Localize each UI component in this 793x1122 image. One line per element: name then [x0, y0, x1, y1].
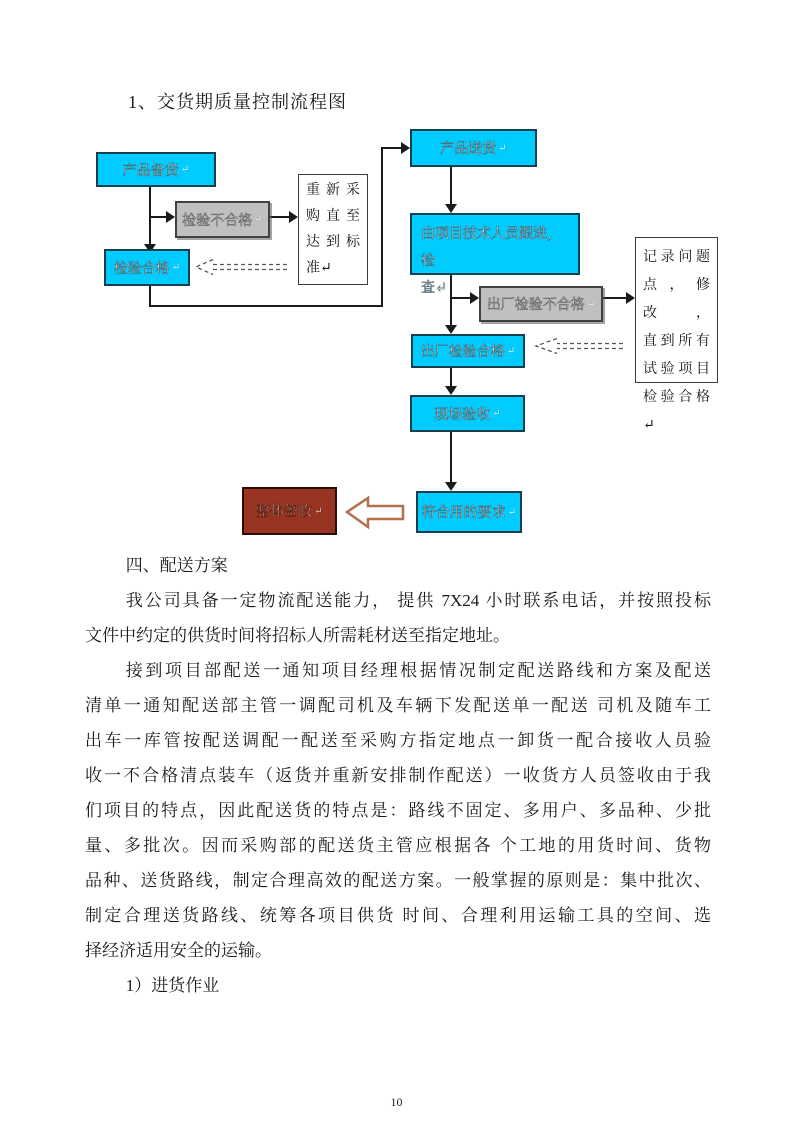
node-repurchase-until-standard: 重新采 购直至 达到标 准↵ — [298, 174, 368, 285]
body-text — [85, 548, 711, 1003]
section-title: 1、交货期质量控制流程图 — [128, 92, 347, 112]
node-tech-followup-check: 由项目技术人员跟进，检 查↵ — [410, 213, 580, 275]
hollow-arrow-left — [347, 498, 403, 527]
node-meet-requirements: 符合用的要求 ↵ — [416, 491, 522, 533]
node-inspection-fail: 检验不合格 ↵ — [175, 201, 270, 238]
paragraph-capability: 我公司具备一定物流配送能力， 提供 7X24 小时联系电话，并按照投标 文件中约定的供货时间将招标人所需耗材送至指定地址。 — [85, 591, 711, 645]
dashed-feedback-arrow-1 — [196, 260, 287, 275]
page-number: 10 — [390, 1095, 403, 1109]
node-product-stocking: 产品备货 ↵ — [96, 152, 216, 187]
node-site-acceptance: 现场验收 ↵ — [410, 395, 525, 432]
quality-control-flowchart — [0, 120, 793, 548]
node-factory-inspection-pass: 出厂检验合格 ↵ — [411, 334, 525, 368]
paragraph-dispatch-process: 接到项目部配送一通知项目经理根据情况制定配送路线和方案及配送 清单一通知配送部主管一调配司机及车辆下发配送单一配送 司机及随车工 出车一库管按配送调配一配送至采购方指定地点一卸货一配合接收人员验 收一不合格清点装车（返货并重新安排制作配送）一收货方人员签收由于我 们项目的特点，因此配送货的特点是：路线不固定、多用户、多品种、少批 量、多批次。因而采购部的配送货主管应根据各 个工地的用货时间、货物 品种、送货路线，制定合理高效的配送方案。一般掌握的原则是：集中批次、 制定合理送货路线、统筹各项目供货 时间、合理利用运输工具的空间、选 择经济适用安全的运输。 — [85, 661, 711, 960]
node-inspection-pass: 检验合格 ↵ — [104, 249, 190, 286]
list-item-inbound-operation: 1）进货作业 — [125, 976, 220, 995]
node-overall-signoff: 整体签收 ↵ — [242, 487, 337, 535]
node-factory-inspection-fail: 出厂检验不合格 ↵ — [479, 286, 603, 322]
node-product-delivery: 产品送货 ↵ — [410, 129, 537, 167]
node-record-issues-until-pass: 记录问题 点，修改， 直到所有 试验项目 检验合格↵ — [635, 237, 718, 383]
dashed-feedback-arrow-2 — [536, 339, 623, 354]
heading-delivery-plan: 四、配送方案 — [125, 556, 228, 575]
